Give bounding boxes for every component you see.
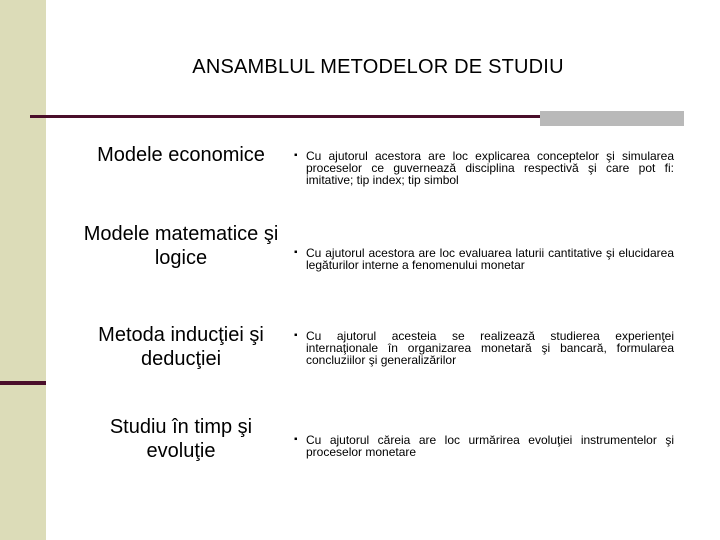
method-description-text: Cu ajutorul acestora are loc explicarea conceptelor şi simularea proceselor ce guvernează disciplina respectivă şi care pot fi: imitative; tip index; tip simbol xyxy=(306,149,674,187)
bullet-icon: ▪ xyxy=(294,330,298,341)
method-description xyxy=(294,434,674,458)
method-description-text: Cu ajutorul acesteia se realizează studierea experienţei internaţionale în organizarea monetară şi bancară, formularea concluziilor şi generalizărilor xyxy=(306,329,674,367)
method-description-text: Cu ajutorul acestora are loc evaluarea laturii cantitative şi elucidarea legăturilor interne a fenomenului monetar xyxy=(306,246,674,272)
method-name: Metoda inducţiei şi deducţiei xyxy=(98,324,264,370)
title-divider-accent xyxy=(540,111,684,126)
method-name: Modele matematice şi logice xyxy=(83,223,279,269)
bullet-icon: ▪ xyxy=(294,247,298,258)
method-description xyxy=(294,247,674,271)
bullet-icon: ▪ xyxy=(294,150,298,161)
method-description xyxy=(294,330,674,366)
method-description xyxy=(294,150,674,186)
method-description-text: Cu ajutorul căreia are loc urmărirea evoluţiei instrumentelor şi proceselor monetare xyxy=(306,433,674,459)
bullet-icon: ▪ xyxy=(294,434,298,445)
slide-title: ANSAMBLUL METODELOR DE STUDIU xyxy=(192,56,564,78)
method-name: Modele economice xyxy=(97,144,265,166)
method-name: Studiu în timp şi evoluţie xyxy=(109,416,253,462)
side-band xyxy=(0,0,46,540)
title-divider xyxy=(30,115,540,118)
side-accent-bar xyxy=(0,381,46,385)
